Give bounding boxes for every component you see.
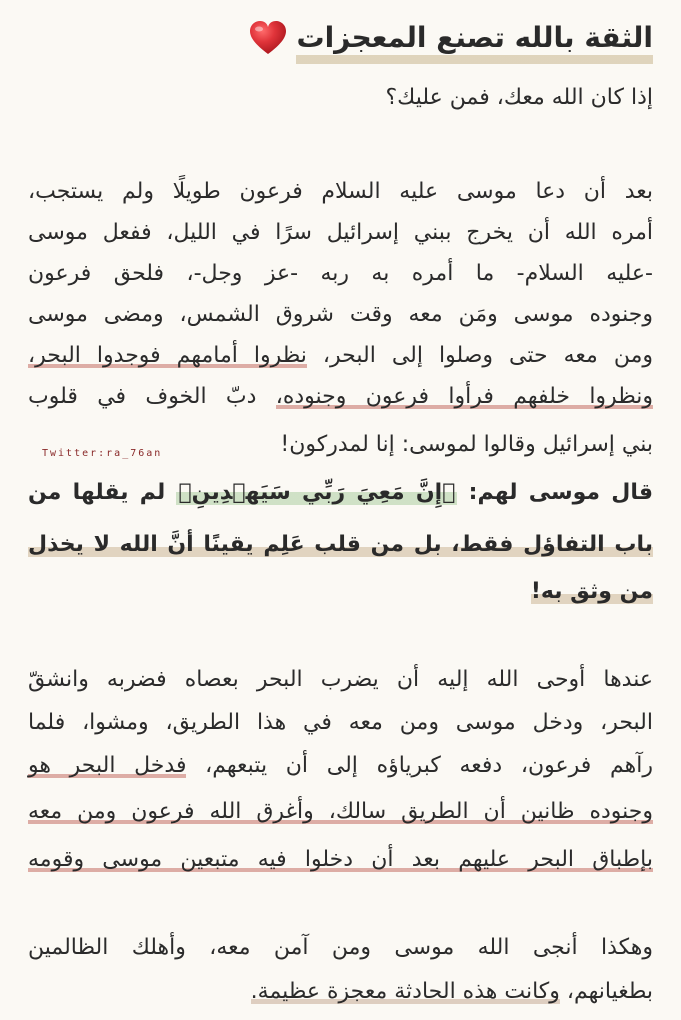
subtitle: إذا كان الله معك، فمن عليك؟ <box>385 85 653 110</box>
p3-line-2-highlight: وكانت هذه الحادثة معجزة عظيمة. <box>250 979 560 1004</box>
p2-line-3-highlight: فدخل البحر هو <box>28 753 187 778</box>
bold-line-1-prefix: قال موسى لهم: <box>457 480 653 505</box>
twitter-watermark: Twitter:ra_76an <box>42 448 163 459</box>
bold-line-3-text: من وثق به! <box>530 579 653 604</box>
p2-line-1: عندها أوحى الله إليه أن يضرب البحر بعصاه فضربه وانشقّ <box>28 667 653 692</box>
p2-line-5-text: بإطباق البحر عليهم بعد أن دخلوا فيه متبعين موسى وقومه <box>28 847 653 872</box>
p2-line-2: البحر، ودخل موسى ومن معه في هذا الطريق، ومشوا، فلما <box>28 710 653 735</box>
p3-line-2 <box>28 972 653 1012</box>
p1-line-5-highlight: نظروا أمامهم فوجدوا البحر، <box>28 343 307 368</box>
p1-line-6-highlight: ونظروا خلفهم فرأوا فرعون وجنوده، <box>275 384 653 409</box>
p2-line-4 <box>28 792 653 832</box>
bold-line-2-text: باب التفاؤل فقط، بل من قلب عَلِم يقينًا أنَّ الله لا يخذل <box>28 532 653 557</box>
p2-line-3 <box>28 746 653 786</box>
p3-line-1: وهكذا أنجى الله موسى ومن آمن معه، وأهلك الظالمين <box>28 935 653 960</box>
quran-verse: ﴿إِنَّ مَعِيَ رَبِّي سَيَهۡدِينِ﴾ <box>178 480 456 505</box>
bold-line-1-suffix: لم يقلها من <box>28 480 177 505</box>
p2-line-4-text: وجنوده ظانين أن الطريق سالك، وأغرق الله فرعون ومن معه <box>28 799 653 824</box>
title-text: الثقة بالله تصنع المعجزات <box>296 12 653 64</box>
bold-line-3 <box>28 572 653 612</box>
p1-line-6-plain: دبّ الخوف في قلوب <box>28 384 276 409</box>
p1-line-6 <box>28 377 653 417</box>
p2-line-3-plain: رآهم فرعون، دفعه كبرياؤه إلى أن يتبعهم، <box>186 753 653 778</box>
p3-line-2-plain: بطغيانهم، <box>559 979 653 1004</box>
article-title <box>248 12 653 64</box>
bold-line-2 <box>28 525 653 565</box>
p1-line-3: -عليه السلام- ما أمره به ربه -عز وجل-، فلحق فرعون <box>28 261 653 286</box>
p1-line-5 <box>28 336 653 376</box>
p1-line-1: بعد أن دعا موسى عليه السلام فرعون طويلًا ولم يستجب، <box>28 179 653 204</box>
p1-line-5-plain: ومن معه حتى وصلوا إلى البحر، <box>306 343 653 368</box>
bold-line-1 <box>28 473 653 513</box>
p1-line-4: وجنوده موسى ومَن معه وقت شروق الشمس، ومضى موسى <box>28 302 653 327</box>
heart-icon <box>248 20 288 56</box>
p1-line-2: أمره الله أن يخرج ببني إسرائيل سرًا في الليل، ففعل موسى <box>28 220 653 245</box>
p2-line-5 <box>28 840 653 880</box>
p1-line-7: بني إسرائيل وقالوا لموسى: إنا لمدركون! <box>280 432 653 457</box>
